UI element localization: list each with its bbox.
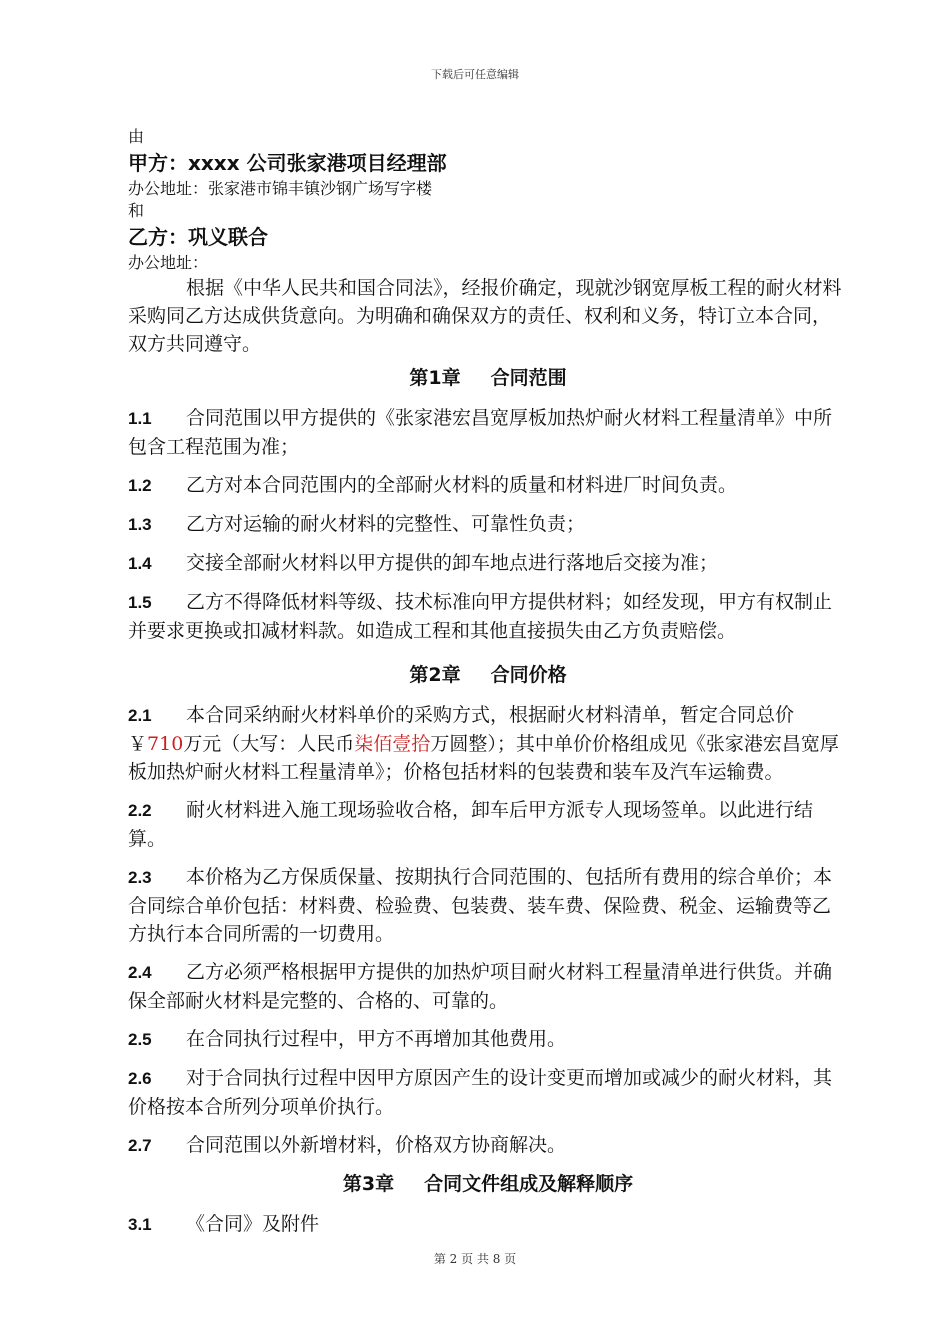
- party-b-address: 办公地址：: [128, 253, 209, 272]
- clause-number: 2.3: [128, 868, 152, 887]
- clause-1-5: [128, 588, 848, 645]
- clause-text-mid: 万元（大写：人民币: [183, 733, 355, 755]
- clause-text: 乙方不得降低材料等级、技术标准向甲方提供材料；如经发现，甲方有权制止并要求更换或扣减材料款。如造成工程和其他直接损失由乙方负责赔偿。: [128, 591, 833, 642]
- clause-3-1: [128, 1210, 848, 1239]
- party-a: 甲方：xxxx 公司张家港项目经理部: [128, 151, 447, 175]
- clause-text: 合同范围以甲方提供的《张家港宏昌宽厚板加热炉耐火材料工程量清单》中所包含工程范围为准；: [128, 407, 833, 458]
- clause-2-4: [128, 958, 848, 1015]
- clause-text: 耐火材料进入施工现场验收合格，卸车后甲方派专人现场签单。以此进行结算。: [128, 799, 814, 850]
- clause-number: 2.1: [128, 706, 152, 725]
- clause-number: 1.4: [128, 554, 152, 573]
- clause-number: 2.6: [128, 1069, 152, 1088]
- clause-text: 交接全部耐火材料以甲方提供的卸车地点进行落地后交接为准；: [186, 552, 719, 574]
- clause-text: 乙方必须严格根据甲方提供的加热炉项目耐火材料工程量清单进行供货。并确保全部耐火材料是完整的、合格的、可靠的。: [128, 961, 833, 1012]
- chapter-1-heading: [128, 364, 848, 392]
- clause-2-5: [128, 1025, 848, 1054]
- clause-text: 在合同执行过程中，甲方不再增加其他费用。: [186, 1028, 567, 1050]
- contract-amount: 710: [147, 733, 184, 755]
- intro-and: 和: [128, 201, 145, 220]
- chapter-2-number: 第2章: [409, 664, 461, 686]
- clause-text: 《合同》及附件: [186, 1213, 320, 1235]
- chapter-3-number: 第3章: [342, 1173, 395, 1195]
- contract-amount-words: 柒佰壹拾: [354, 733, 431, 755]
- clause-1-2: [128, 471, 848, 500]
- clause-number: 3.1: [128, 1215, 152, 1234]
- party-a-address: 办公地址：张家港市锦丰镇沙钢广场写字楼: [128, 179, 433, 198]
- chapter-1-title: 合同范围: [490, 367, 567, 389]
- clause-number: 1.5: [128, 593, 152, 612]
- page-header: 下载后可任意编辑: [431, 68, 519, 81]
- chapter-2-title: 合同价格: [490, 664, 567, 686]
- chapter-2-heading: [128, 661, 848, 689]
- clause-number: 2.5: [128, 1030, 152, 1049]
- intro-you: 由: [128, 127, 145, 146]
- clause-number: 1.3: [128, 515, 152, 534]
- clause-2-7: [128, 1131, 848, 1160]
- chapter-3-heading: [128, 1170, 848, 1198]
- contract-body: [128, 126, 848, 1249]
- clause-1-1: [128, 404, 848, 461]
- party-b: 乙方：巩义联合: [128, 225, 268, 249]
- clause-text: 合同范围以外新增材料，价格双方协商解决。: [186, 1134, 567, 1156]
- clause-text-after: 万圆整）；其中单价价格组成见《张家港宏昌宽厚板加热炉耐火材料工程量清单》；价格包括材料的包装费和装车及汽车运输费。: [128, 733, 839, 783]
- preamble: 根据《中华人民共和国合同法》，经报价确定，现就沙钢宽厚板工程的耐火材料采购同乙方达成供货意向。为明确和确保双方的责任、权利和义务，特订立本合同，双方共同遵守。: [128, 277, 842, 355]
- clause-number: 2.7: [128, 1136, 152, 1155]
- clause-text: 对于合同执行过程中因甲方原因产生的设计变更而增加或减少的耐火材料，其价格按本合所列分项单价执行。: [128, 1067, 833, 1118]
- clause-text-before: 本合同采纳耐火材料单价的采购方式，根据耐火材料清单，暂定合同总价￥: [128, 704, 795, 755]
- clause-number: 1.2: [128, 476, 152, 495]
- clause-2-1: [128, 701, 848, 786]
- clause-2-6: [128, 1064, 848, 1121]
- clause-1-3: [128, 510, 848, 539]
- clause-text: 乙方对本合同范围内的全部耐火材料的质量和材料进厂时间负责。: [186, 474, 738, 496]
- clause-text: 本价格为乙方保质保量、按期执行合同范围的、包括所有费用的综合单价；本合同综合单价包括：材料费、检验费、包装费、装车费、保险费、税金、运输费等乙方执行本合同所需的一切费用。: [128, 866, 833, 945]
- page-footer: 第 2 页 共 8 页: [433, 1252, 517, 1266]
- clause-number: 2.4: [128, 963, 152, 982]
- clause-number: 2.2: [128, 801, 152, 820]
- clause-1-4: [128, 549, 848, 578]
- clause-2-2: [128, 796, 848, 853]
- clause-2-3: [128, 863, 848, 948]
- clause-number: 1.1: [128, 409, 152, 428]
- chapter-3-title: 合同文件组成及解释顺序: [424, 1173, 634, 1195]
- clause-text: 乙方对运输的耐火材料的完整性、可靠性负责；: [186, 513, 586, 535]
- chapter-1-number: 第1章: [409, 367, 461, 389]
